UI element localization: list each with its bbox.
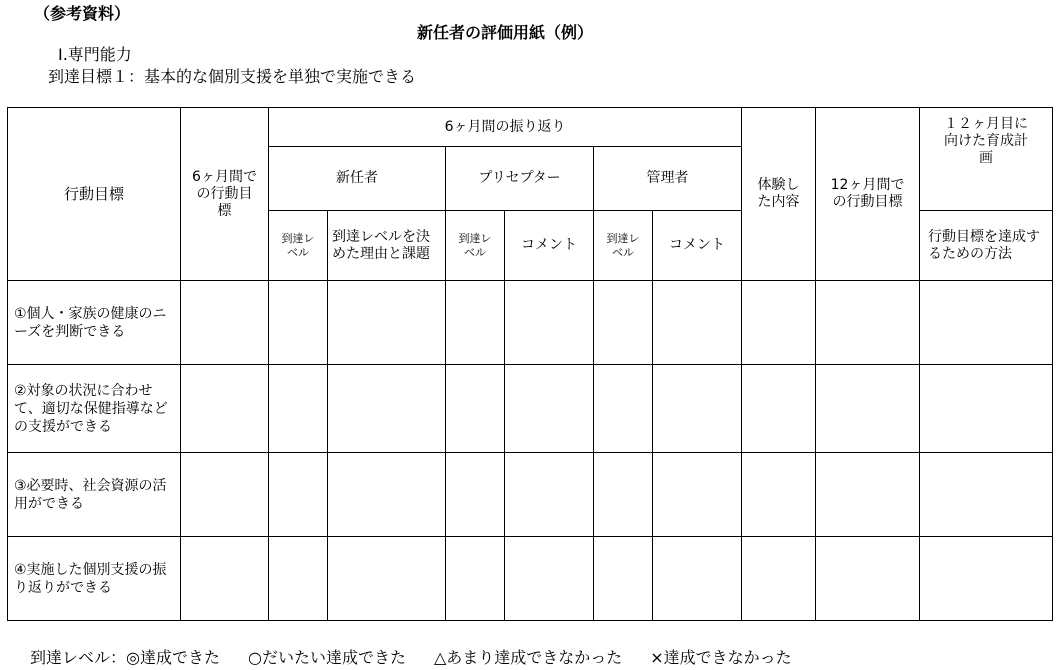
legend-item-mostly: ○だいたい達成できた <box>247 648 406 667</box>
table-row <box>8 365 1053 453</box>
cell[interactable] <box>505 453 594 537</box>
cell[interactable] <box>742 537 816 621</box>
cell[interactable] <box>920 281 1053 365</box>
cell[interactable] <box>181 537 269 621</box>
cell[interactable] <box>446 537 505 621</box>
cell[interactable] <box>328 453 446 537</box>
legend-item-barely: △あまり達成できなかった <box>433 648 623 667</box>
cell[interactable] <box>653 365 742 453</box>
cell[interactable] <box>269 365 328 453</box>
subheader-level-manager: 到達レベル <box>594 211 653 281</box>
cell[interactable] <box>446 453 505 537</box>
cell[interactable] <box>742 453 816 537</box>
header-6month-review: 6ヶ月間の振り返り <box>269 108 742 147</box>
cell[interactable] <box>269 537 328 621</box>
cell[interactable] <box>181 453 269 537</box>
cell[interactable] <box>920 453 1053 537</box>
header-12month-plan: １２ヶ月目に向けた育成計画 <box>920 108 1053 211</box>
row-label-2: ②対象の状況に合わせて、適切な保健指導などの支援ができる <box>8 365 181 453</box>
row-label-1: ①個人・家族の健康のニーズを判断できる <box>8 281 181 365</box>
cell[interactable] <box>742 281 816 365</box>
legend-item-not-achieved: ×達成できなかった <box>650 648 792 667</box>
cell[interactable] <box>505 365 594 453</box>
cell[interactable] <box>328 537 446 621</box>
header-preceptor: プリセプター <box>446 147 594 211</box>
level-legend <box>30 647 792 669</box>
cell[interactable] <box>594 365 653 453</box>
section-label: Ⅰ.専門能力 <box>58 45 132 64</box>
table-row <box>8 281 1053 365</box>
legend-prefix: 到達レベル： <box>30 648 127 667</box>
header-6month-goal: 6ヶ月間での行動目標 <box>181 108 269 281</box>
cell[interactable] <box>816 453 920 537</box>
cell[interactable] <box>269 281 328 365</box>
cell[interactable] <box>269 453 328 537</box>
row-label-3: ③必要時、社会資源の活用ができる <box>8 453 181 537</box>
cell[interactable] <box>742 365 816 453</box>
cell[interactable] <box>594 537 653 621</box>
cell[interactable] <box>505 537 594 621</box>
achievement-goal: 到達目標１：基本的な個別支援を単独で実施できる <box>48 67 417 86</box>
subheader-level-new-staff: 到達レベル <box>269 211 328 281</box>
table-row <box>8 453 1053 537</box>
cell[interactable] <box>816 365 920 453</box>
cell[interactable] <box>328 281 446 365</box>
evaluation-table <box>7 107 1053 621</box>
cell[interactable] <box>446 281 505 365</box>
header-manager: 管理者 <box>594 147 742 211</box>
subheader-comment-preceptor: コメント <box>505 211 594 281</box>
header-12month-goal: 12ヶ月間での行動目標 <box>816 108 920 281</box>
subheader-method: 行動目標を達成するための方法 <box>920 211 1053 281</box>
header-experience: 体験した内容 <box>742 108 816 281</box>
cell[interactable] <box>816 537 920 621</box>
cell[interactable] <box>816 281 920 365</box>
cell[interactable] <box>653 281 742 365</box>
document-title: 新任者の評価用紙（例） <box>416 23 593 42</box>
cell[interactable] <box>446 365 505 453</box>
cell[interactable] <box>181 365 269 453</box>
legend-item-achieved: ◎達成できた <box>126 648 220 667</box>
cell[interactable] <box>328 365 446 453</box>
subheader-reason: 到達レベルを決めた理由と課題 <box>328 211 446 281</box>
cell[interactable] <box>920 537 1053 621</box>
cell[interactable] <box>594 453 653 537</box>
header-new-staff: 新任者 <box>269 147 446 211</box>
cell[interactable] <box>181 281 269 365</box>
header-action-goal: 行動目標 <box>8 108 181 281</box>
row-label-4: ④実施した個別支援の振り返りができる <box>8 537 181 621</box>
cell[interactable] <box>653 537 742 621</box>
reference-label: （参考資料） <box>34 4 131 23</box>
cell[interactable] <box>505 281 594 365</box>
cell[interactable] <box>594 281 653 365</box>
cell[interactable] <box>653 453 742 537</box>
cell[interactable] <box>920 365 1053 453</box>
subheader-comment-manager: コメント <box>653 211 742 281</box>
subheader-level-preceptor: 到達レベル <box>446 211 505 281</box>
table-row <box>8 537 1053 621</box>
